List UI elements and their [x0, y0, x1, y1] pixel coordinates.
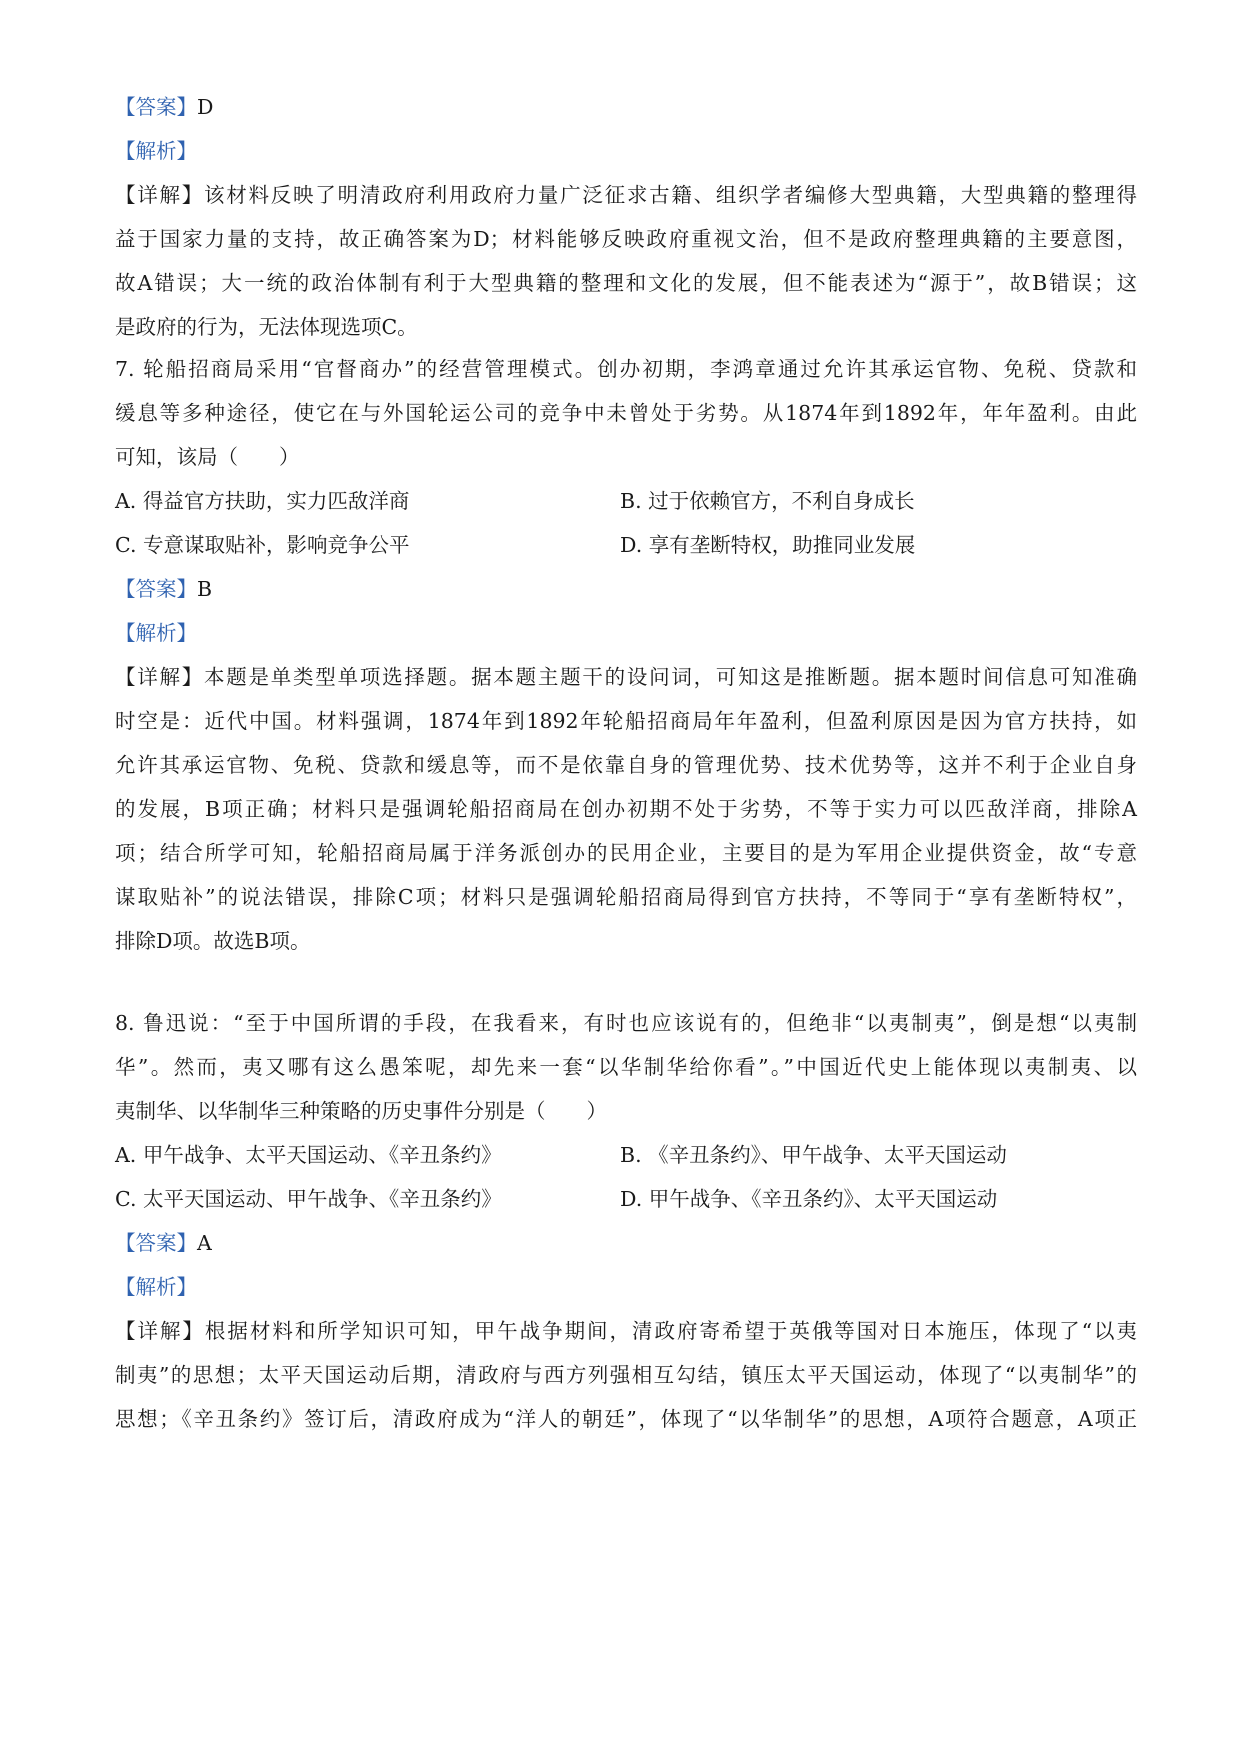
detail-text: 该材料反映了明清政府利用政府力量广泛征求古籍、组织学者编修大型典籍，大型典籍的整理得 — [204, 183, 1138, 207]
q8-stem-line-3: 夷制华、以华制华三种策略的历史事件分别是（ ） — [115, 1099, 607, 1123]
q7-stem-line-2: 缓息等多种途径，使它在与外国轮运公司的竞争中未曾处于劣势。从1874年到1892年，年年盈利。由此 — [115, 401, 1137, 425]
analysis-tag: 【解析】 — [115, 1275, 197, 1299]
q8-detail-line-2: 制夷”的思想；太平天国运动后期，清政府与西方列强相互勾结，镇压太平天国运动，体现了“以夷制华”的 — [115, 1363, 1137, 1387]
q8-detail-line-3: 思想；《辛丑条约》签订后，清政府成为“洋人的朝廷”，体现了“以华制华”的思想，A项符合题意，A项正 — [115, 1407, 1137, 1431]
q7-option-b: B. 过于依赖官方，不利自身成长 — [620, 489, 915, 513]
detail-tag: 【详解】 — [115, 1319, 205, 1343]
q8-answer-line — [115, 1228, 1137, 1258]
q7-detail-line-4: 的发展，B项正确；材料只是强调轮船招商局在创办初期不处于劣势，不等于实力可以匹敌洋商，排除A — [115, 797, 1137, 821]
answer-tag: 【答案】 — [115, 577, 197, 601]
detail-text: 根据材料和所学知识可知，甲午战争期间，清政府寄希望于英俄等国对日本施压，体现了“以夷 — [204, 1319, 1138, 1343]
q8-option-a: A. 甲午战争、太平天国运动、《辛丑条约》 — [115, 1143, 502, 1167]
detail-text: 本题是单类型单项选择题。据本题主题干的设问词，可知这是推断题。据本题时间信息可知准确 — [204, 665, 1138, 689]
q7-answer-line — [115, 574, 1137, 604]
analysis-tag: 【解析】 — [115, 139, 197, 163]
q6-answer-line — [115, 92, 1137, 122]
q7-detail-line-1 — [115, 662, 1137, 692]
q7-option-a: A. 得益官方扶助，实力匹敌洋商 — [115, 489, 410, 513]
q6-detail-line-1 — [115, 180, 1137, 210]
q7-detail-line-6: 谋取贴补”的说法错误，排除C项；材料只是强调轮船招商局得到官方扶持，不等同于“享有垄断特权”， — [115, 885, 1137, 909]
answer-tag: 【答案】 — [115, 95, 197, 119]
q7-detail-line-2: 时空是：近代中国。材料强调，1874年到1892年轮船招商局年年盈利，但盈利原因是因为官方扶持，如 — [115, 709, 1137, 733]
q7-stem-line-3: 可知，该局（ ） — [115, 445, 300, 469]
q7-analysis-line — [115, 618, 1137, 648]
detail-tag: 【详解】 — [115, 665, 205, 689]
q7-stem-line-1: 7. 轮船招商局采用“官督商办”的经营管理模式。创办初期，李鸿章通过允许其承运官物、免税、贷款和 — [115, 357, 1137, 381]
detail-tag: 【详解】 — [115, 183, 205, 207]
analysis-tag: 【解析】 — [115, 621, 197, 645]
q7-detail-line-3: 允许其承运官物、免税、贷款和缓息等，而不是依靠自身的管理优势、技术优势等，这并不利于企业自身 — [115, 753, 1137, 777]
q7-option-c: C. 专意谋取贴补，影响竞争公平 — [115, 533, 410, 557]
q6-detail-line-2: 益于国家力量的支持，故正确答案为D；材料能够反映政府重视文治，但不是政府整理典籍的主要意图， — [115, 227, 1137, 251]
q8-stem-line-1: 8. 鲁迅说：“至于中国所谓的手段，在我看来，有时也应该说有的，但绝非“以夷制夷”，倒是想“以夷制 — [115, 1011, 1137, 1035]
q8-option-b: B. 《辛丑条约》、甲午战争、太平天国运动 — [620, 1143, 1007, 1167]
q8-option-c: C. 太平天国运动、甲午战争、《辛丑条约》 — [115, 1187, 502, 1211]
q7-option-d: D. 享有垄断特权，助推同业发展 — [620, 533, 916, 557]
answer-value: B — [197, 577, 213, 601]
q8-detail-line-1 — [115, 1316, 1137, 1346]
q7-detail-line-7: 排除D项。故选B项。 — [115, 929, 311, 953]
q7-detail-line-5: 项；结合所学可知，轮船招商局属于洋务派创办的民用企业，主要目的是为军用企业提供资金，故“专意 — [115, 841, 1137, 865]
q8-stem-line-2: 华”。然而，夷又哪有这么愚笨呢，却先来一套“以华制华给你看”。”中国近代史上能体现以夷制夷、以 — [115, 1055, 1137, 1079]
answer-value: A — [197, 1231, 212, 1255]
q6-detail-line-3: 故A错误；大一统的政治体制有利于大型典籍的整理和文化的发展，但不能表述为“源于”，故B错误；这 — [115, 271, 1137, 295]
q6-detail-line-4: 是政府的行为，无法体现选项C。 — [115, 315, 418, 339]
q6-analysis-line — [115, 136, 1137, 166]
answer-value: D — [197, 95, 214, 119]
q8-option-d: D. 甲午战争、《辛丑条约》、太平天国运动 — [620, 1187, 998, 1211]
q8-analysis-line — [115, 1272, 1137, 1302]
answer-tag: 【答案】 — [115, 1231, 197, 1255]
